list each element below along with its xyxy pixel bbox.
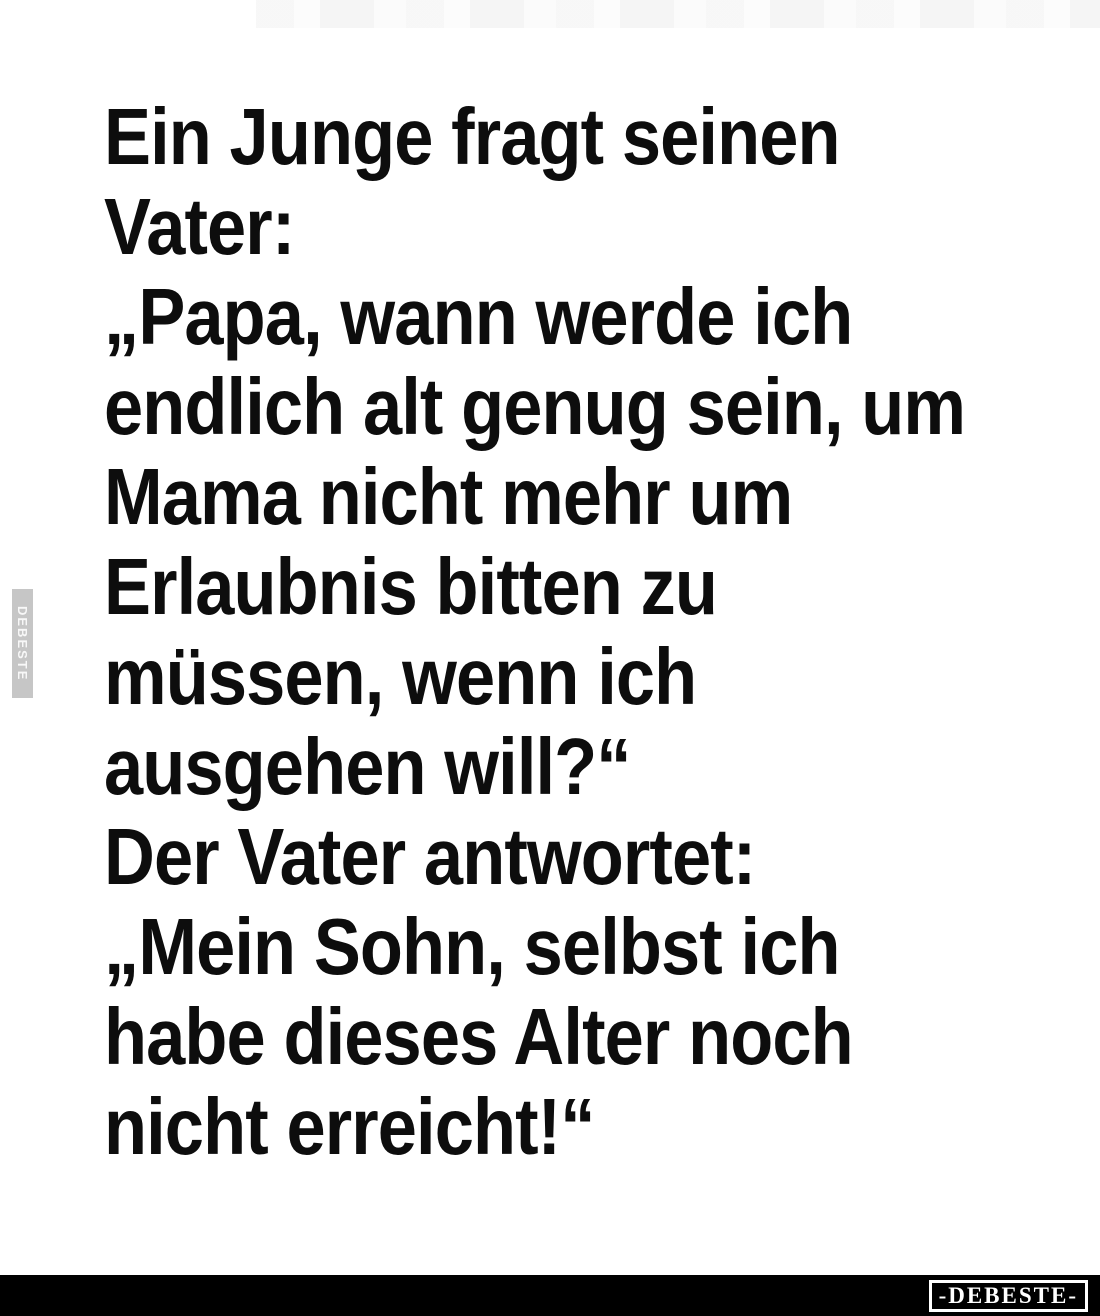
joke-line: „Papa, wann werde ich (104, 272, 853, 361)
debeste-logo (929, 1280, 1088, 1312)
joke-line: Vater: (104, 182, 295, 271)
joke-line: Der Vater antwortet: (104, 812, 756, 901)
side-watermark (12, 589, 33, 698)
side-watermark-text: DEBESTE (15, 605, 30, 682)
joke-line: Mama nicht mehr um (104, 452, 793, 541)
joke-line: Erlaubnis bitten zu (104, 542, 718, 631)
joke-line: endlich alt genug sein, um (104, 362, 966, 451)
joke-line: müssen, wenn ich (104, 632, 697, 721)
debeste-logo-text: -DEBESTE- (938, 1283, 1078, 1308)
joke-line: habe dieses Alter noch (104, 992, 853, 1081)
joke-line: „Mein Sohn, selbst ich (104, 902, 840, 991)
joke-line: ausgehen will?“ (104, 722, 631, 811)
joke-text-block (104, 92, 965, 1172)
footer-bar (0, 1275, 1100, 1316)
joke-line: nicht erreicht!“ (104, 1082, 595, 1171)
cropped-top-artifact (256, 0, 1100, 28)
joke-line: Ein Junge fragt seinen (104, 92, 840, 181)
